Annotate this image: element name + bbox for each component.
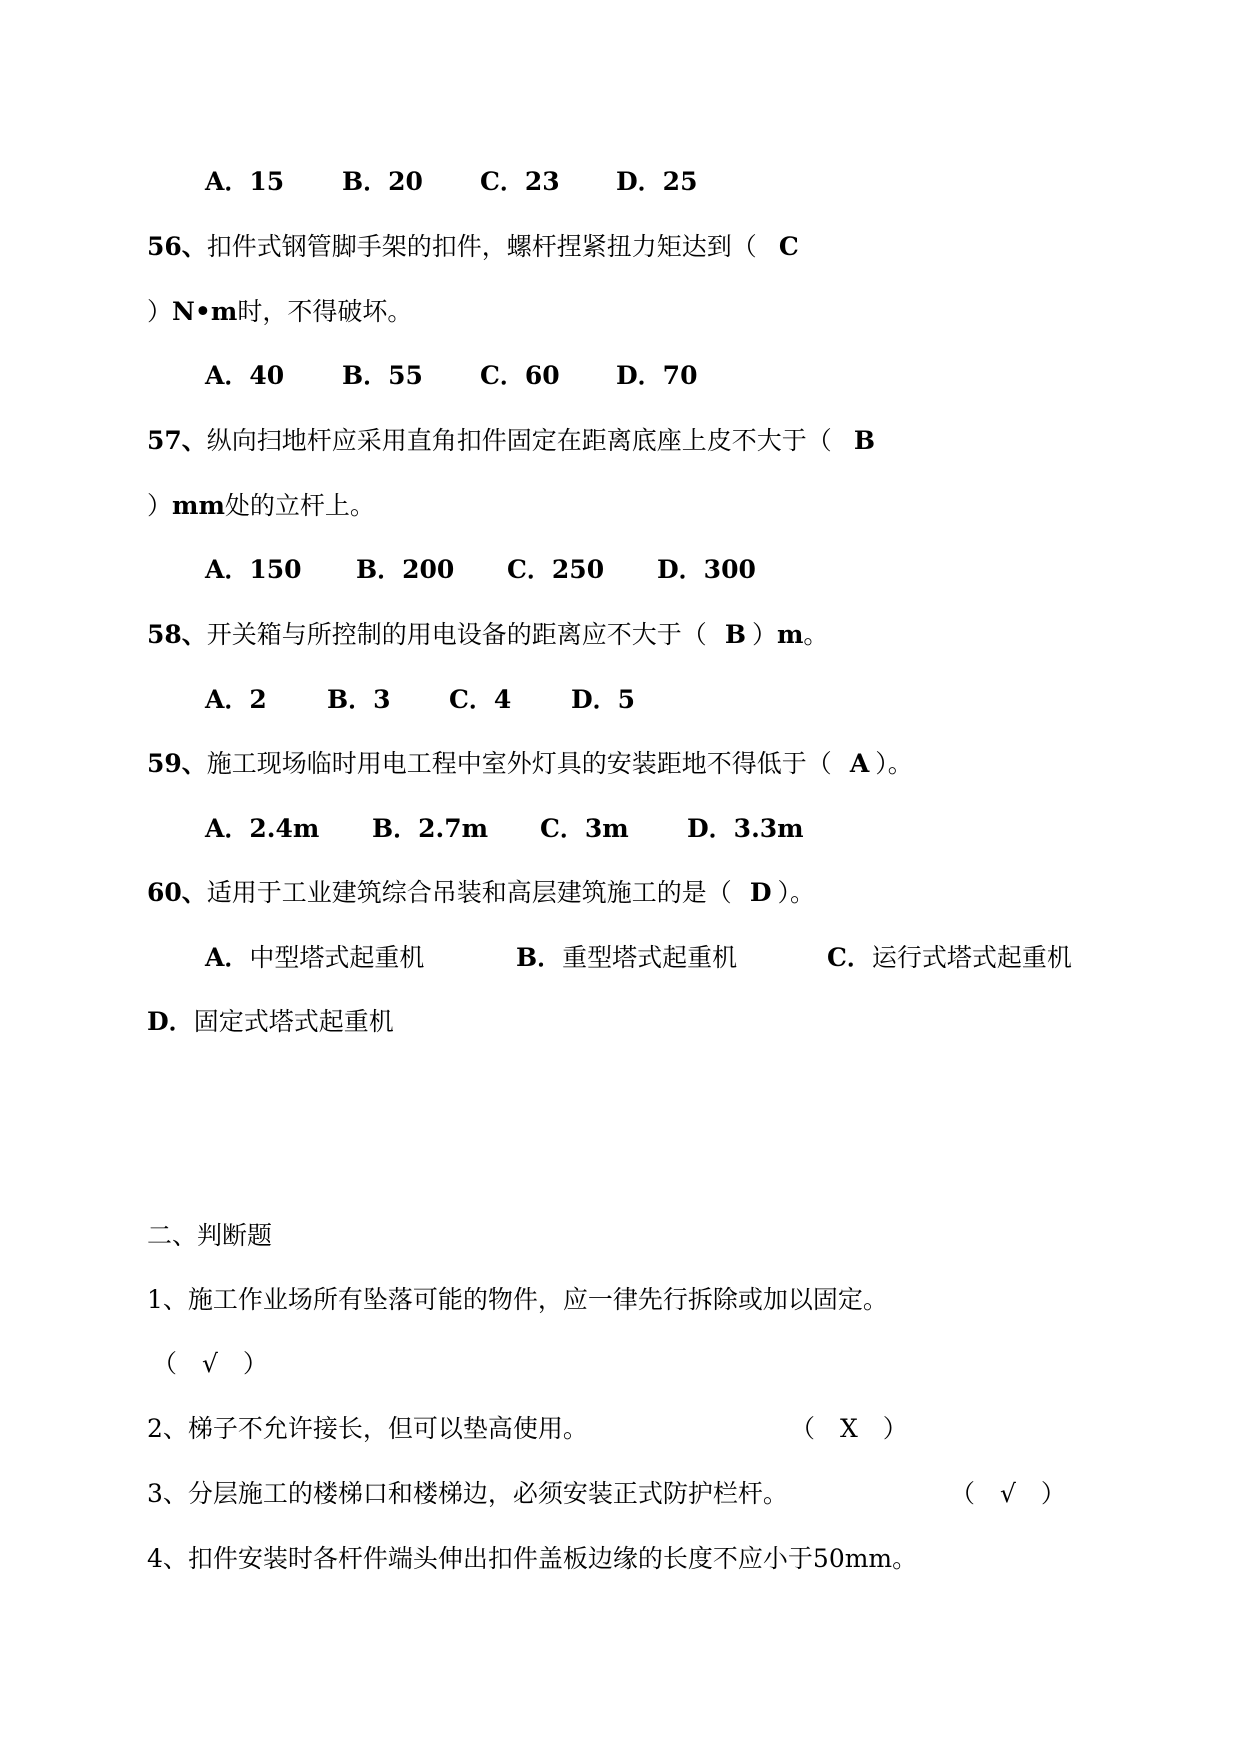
tf-item-3-mark: （ √ ） bbox=[950, 1479, 1066, 1508]
q56-text: 扣件式钢管脚手架的扣件，螺杆捏紧扭力矩达到（ bbox=[206, 232, 757, 261]
q58-text: 开关箱与所控制的用电设备的距离应不大于（ bbox=[206, 620, 707, 649]
q56-cont-text: 时，不得破坏。 bbox=[237, 297, 413, 326]
q60-option-a-letter: A． bbox=[205, 943, 250, 972]
q57-option-b: B．200 bbox=[356, 555, 455, 584]
section2-title: 二、判断题 bbox=[147, 1221, 273, 1250]
q58-option-d: D．5 bbox=[571, 685, 636, 714]
q60-option-d-text: 固定式塔式起重机 bbox=[193, 1007, 394, 1036]
tf-item-1-mark: （ √ ） bbox=[152, 1349, 268, 1378]
q56-option-c: C．60 bbox=[480, 361, 560, 390]
q59-answer: A bbox=[849, 749, 870, 778]
q60-option-d-letter: D． bbox=[147, 1007, 194, 1036]
q57-option-d: D．300 bbox=[657, 555, 756, 584]
q57-cont-text: 处的立杆上。 bbox=[224, 491, 375, 520]
q60-answer: D bbox=[749, 878, 772, 907]
tf-item-3-text: 3、分层施工的楼梯口和楼梯边，必须安装正式防护栏杆。 bbox=[147, 1479, 788, 1508]
q60-option-a bbox=[205, 942, 424, 974]
tf-item-1-text: 1、施工作业场所有坠落可能的物件，应一律先行拆除或加以固定。 bbox=[147, 1285, 888, 1314]
q56-question bbox=[147, 231, 799, 263]
q55-option-a: A．15 bbox=[205, 167, 285, 196]
q56-option-b: B．55 bbox=[342, 361, 423, 390]
q56-answer: C bbox=[778, 232, 799, 261]
q58-option-b: B．3 bbox=[327, 685, 391, 714]
q60-question bbox=[147, 877, 815, 909]
q60-option-b bbox=[516, 942, 737, 974]
q57-text: 纵向扫地杆应采用直角扣件固定在距离底座上皮不大于（ bbox=[206, 426, 832, 455]
q60-text: 适用于工业建筑综合吊装和高层建筑施工的是（ bbox=[206, 878, 732, 907]
q60-option-d bbox=[147, 1006, 394, 1038]
q60-option-c-letter: C． bbox=[827, 943, 872, 972]
q58-answer: B bbox=[724, 620, 746, 649]
q59-question bbox=[147, 748, 913, 780]
q57-option-a: A．150 bbox=[205, 555, 302, 584]
tf-item-2-text: 2、梯子不允许接长，但可以垫高使用。 bbox=[147, 1414, 588, 1443]
q57-option-c: C．250 bbox=[507, 555, 605, 584]
q60-option-c bbox=[827, 942, 1072, 974]
q59-text: 施工现场临时用电工程中室外灯具的安装距地不得低于（ bbox=[206, 749, 832, 778]
q58-question bbox=[147, 619, 828, 651]
tf-item-4-text: 4、扣件安装时各杆件端头伸出扣件盖板边缘的长度不应小于50mm。 bbox=[147, 1544, 918, 1573]
q58-end: 。 bbox=[803, 620, 829, 649]
q57-close-paren: ） bbox=[147, 491, 173, 520]
q58-option-a: A．2 bbox=[205, 685, 267, 714]
q60-number: 60、 bbox=[147, 878, 207, 907]
q56-number: 56、 bbox=[147, 232, 207, 261]
q60-close-paren: ）。 bbox=[777, 878, 816, 907]
q58-close-paren: ） bbox=[751, 620, 777, 649]
q59-close-paren: ）。 bbox=[875, 749, 913, 778]
q58-number: 58、 bbox=[147, 620, 207, 649]
q59-number: 59、 bbox=[147, 749, 207, 778]
q55-option-d: D．25 bbox=[616, 167, 698, 196]
q58-option-c: C．4 bbox=[449, 685, 512, 714]
tf-item-2-mark: （ X ） bbox=[790, 1414, 908, 1443]
q56-question-cont bbox=[147, 296, 412, 328]
q60-option-c-text: 运行式塔式起重机 bbox=[871, 943, 1072, 972]
q57-unit: mm bbox=[172, 491, 225, 520]
q60-option-b-letter: B． bbox=[516, 943, 563, 972]
q59-option-a: A．2.4m bbox=[205, 814, 320, 843]
q56-close-paren: ） bbox=[147, 297, 173, 326]
q55-option-c: C．23 bbox=[480, 167, 560, 196]
q59-option-b: B．2.7m bbox=[372, 814, 489, 843]
q59-option-d: D．3.3m bbox=[687, 814, 804, 843]
q58-unit: m bbox=[776, 620, 804, 649]
q59-option-c: C．3m bbox=[540, 814, 629, 843]
q57-answer: B bbox=[853, 426, 875, 455]
q55-option-b: B．20 bbox=[342, 167, 423, 196]
q57-question-cont bbox=[147, 490, 375, 522]
q57-question bbox=[147, 425, 875, 457]
q56-option-d: D．70 bbox=[616, 361, 698, 390]
q56-unit: N•m bbox=[172, 297, 238, 326]
q56-option-a: A．40 bbox=[205, 361, 285, 390]
q60-option-b-text: 重型塔式起重机 bbox=[562, 943, 738, 972]
q57-number: 57、 bbox=[147, 426, 207, 455]
q60-option-a-text: 中型塔式起重机 bbox=[249, 943, 425, 972]
